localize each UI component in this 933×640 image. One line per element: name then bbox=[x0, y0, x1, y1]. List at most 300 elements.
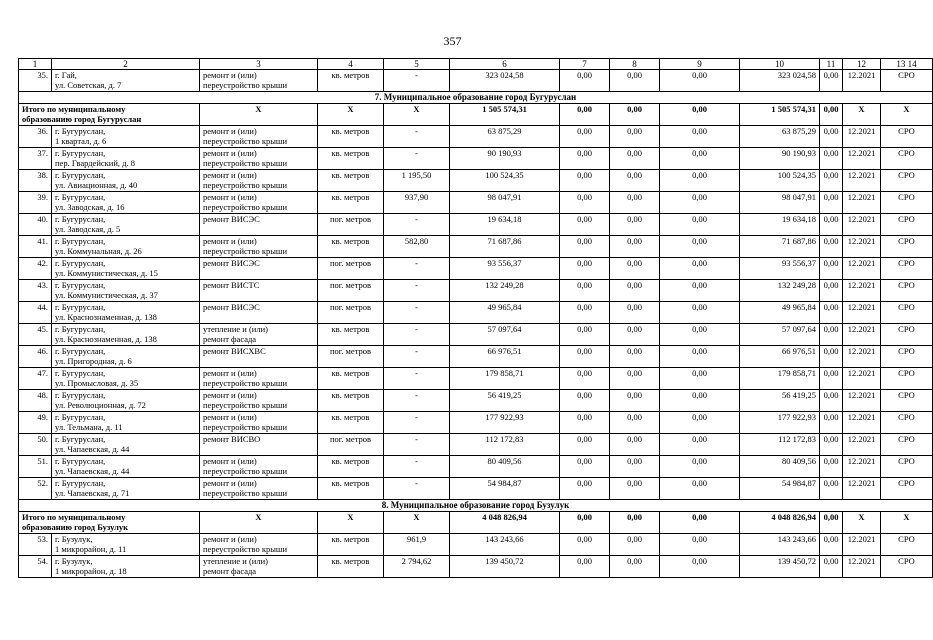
deadline-cell: 12.2021 bbox=[843, 192, 881, 214]
fund-cell: 0,00 bbox=[560, 324, 610, 346]
method-cell: СРО bbox=[881, 302, 933, 324]
unit-cell: кв. метров bbox=[318, 390, 384, 412]
own-funds-cell: 54 984,87 bbox=[740, 478, 820, 500]
fund-cell: 0,00 bbox=[660, 302, 740, 324]
address-cell: г. Бугуруслан, ул. Краснознаменная, д. 138 bbox=[52, 324, 200, 346]
deadline-cell: 12.2021 bbox=[843, 434, 881, 456]
fund-cell: 0,00 bbox=[660, 434, 740, 456]
area-cell: - bbox=[384, 126, 450, 148]
work-type-cell: ремонт и (или) переустройство крыши bbox=[200, 534, 318, 556]
address-cell: г. Бугуруслан, ул. Чапаевская, д. 44 bbox=[52, 456, 200, 478]
deadline-cell: 12.2021 bbox=[843, 70, 881, 92]
area-cell: 1 195,50 bbox=[384, 170, 450, 192]
area-cell: - bbox=[384, 148, 450, 170]
fund-cell: 0,00 bbox=[660, 126, 740, 148]
table-row bbox=[19, 534, 933, 556]
fund-cell: 0,00 bbox=[560, 390, 610, 412]
table-row bbox=[19, 302, 933, 324]
total-label: Итого по муниципальному образованию город Бугуруслан bbox=[19, 104, 200, 126]
fund-cell: 0,00 bbox=[820, 258, 843, 280]
own-funds-cell: 179 858,71 bbox=[740, 368, 820, 390]
own-funds-cell: 63 875,29 bbox=[740, 126, 820, 148]
column-header: 13 14 bbox=[881, 59, 933, 70]
area-cell: - bbox=[384, 302, 450, 324]
column-header: 10 bbox=[740, 59, 820, 70]
table-row bbox=[19, 214, 933, 236]
fund-cell: 0,00 bbox=[660, 214, 740, 236]
section-header-row bbox=[19, 92, 933, 104]
area-cell: - bbox=[384, 434, 450, 456]
total-cost-cell: 4 048 826,94 bbox=[450, 512, 560, 534]
fund-cell: 0,00 bbox=[660, 104, 740, 126]
total-cost-cell: 71 687,86 bbox=[450, 236, 560, 258]
fund-cell: 0,00 bbox=[820, 70, 843, 92]
own-funds-cell: 19 634,18 bbox=[740, 214, 820, 236]
unit-cell: пог. метров bbox=[318, 258, 384, 280]
fund-cell: 0,00 bbox=[660, 556, 740, 578]
column-header: 6 bbox=[450, 59, 560, 70]
table-row bbox=[19, 346, 933, 368]
area-cell: - bbox=[384, 368, 450, 390]
fund-cell: 0,00 bbox=[820, 534, 843, 556]
address-cell: г. Бугуруслан, ул. Краснознаменная, д. 138 bbox=[52, 302, 200, 324]
unit-cell: кв. метров bbox=[318, 534, 384, 556]
work-type-cell: ремонт ВИСЭС bbox=[200, 302, 318, 324]
area-cell: 961,9 bbox=[384, 534, 450, 556]
method-cell: СРО bbox=[881, 70, 933, 92]
own-funds-cell: 112 172,83 bbox=[740, 434, 820, 456]
area-cell: - bbox=[384, 346, 450, 368]
unit-cell: кв. метров bbox=[318, 478, 384, 500]
deadline-cell: 12.2021 bbox=[843, 478, 881, 500]
own-funds-cell: 139 450,72 bbox=[740, 556, 820, 578]
own-funds-cell: 1 505 574,31 bbox=[740, 104, 820, 126]
work-type-cell: ремонт ВИСТС bbox=[200, 280, 318, 302]
fund-cell: 0,00 bbox=[560, 346, 610, 368]
fund-cell: 0,00 bbox=[820, 368, 843, 390]
fund-cell: 0,00 bbox=[560, 170, 610, 192]
work-type-cell: ремонт и (или) переустройство крыши bbox=[200, 478, 318, 500]
fund-cell: 0,00 bbox=[660, 456, 740, 478]
own-funds-cell: 57 097,64 bbox=[740, 324, 820, 346]
deadline-cell: 12.2021 bbox=[843, 170, 881, 192]
own-funds-cell: 93 556,37 bbox=[740, 258, 820, 280]
fund-cell: 0,00 bbox=[560, 302, 610, 324]
page-number: 357 bbox=[443, 34, 462, 48]
table-row bbox=[19, 456, 933, 478]
unit-cell: кв. метров bbox=[318, 556, 384, 578]
area-cell: X bbox=[384, 512, 450, 534]
deadline-cell: X bbox=[843, 512, 881, 534]
method-cell: СРО bbox=[881, 390, 933, 412]
total-cost-cell: 1 505 574,31 bbox=[450, 104, 560, 126]
deadline-cell: 12.2021 bbox=[843, 324, 881, 346]
own-funds-cell: 90 190,93 bbox=[740, 148, 820, 170]
column-header: 2 bbox=[52, 59, 200, 70]
work-type-cell: ремонт и (или) переустройство крыши bbox=[200, 368, 318, 390]
unit-cell: кв. метров bbox=[318, 456, 384, 478]
fund-cell: 0,00 bbox=[660, 280, 740, 302]
column-number-row bbox=[19, 59, 933, 70]
total-cost-cell: 66 976,51 bbox=[450, 346, 560, 368]
column-header: 11 bbox=[820, 59, 843, 70]
deadline-cell: 12.2021 bbox=[843, 214, 881, 236]
method-cell: СРО bbox=[881, 534, 933, 556]
row-number: 49. bbox=[19, 412, 52, 434]
total-row bbox=[19, 104, 933, 126]
area-cell: 582,80 bbox=[384, 236, 450, 258]
own-funds-cell: 177 922,93 bbox=[740, 412, 820, 434]
method-cell: СРО bbox=[881, 456, 933, 478]
fund-cell: 0,00 bbox=[820, 434, 843, 456]
work-type-cell: ремонт и (или) переустройство крыши bbox=[200, 456, 318, 478]
deadline-cell: 12.2021 bbox=[843, 148, 881, 170]
fund-cell: 0,00 bbox=[820, 192, 843, 214]
fund-cell: 0,00 bbox=[820, 390, 843, 412]
area-cell: - bbox=[384, 478, 450, 500]
row-number: 38. bbox=[19, 170, 52, 192]
deadline-cell: 12.2021 bbox=[843, 456, 881, 478]
fund-cell: 0,00 bbox=[560, 534, 610, 556]
deadline-cell: 12.2021 bbox=[843, 258, 881, 280]
section-title: 7. Муниципальное образование город Бугуруслан bbox=[19, 92, 933, 104]
table-row bbox=[19, 478, 933, 500]
area-cell: - bbox=[384, 412, 450, 434]
fund-cell: 0,00 bbox=[660, 368, 740, 390]
total-cost-cell: 100 524,35 bbox=[450, 170, 560, 192]
total-cost-cell: 56 419,25 bbox=[450, 390, 560, 412]
total-cost-cell: 132 249,28 bbox=[450, 280, 560, 302]
fund-cell: 0,00 bbox=[560, 214, 610, 236]
address-cell: г. Бугуруслан, ул. Тельмана, д. 11 bbox=[52, 412, 200, 434]
total-cost-cell: 323 024,58 bbox=[450, 70, 560, 92]
method-cell: СРО bbox=[881, 280, 933, 302]
fund-cell: 0,00 bbox=[610, 126, 660, 148]
method-cell: СРО bbox=[881, 126, 933, 148]
total-cost-cell: 93 556,37 bbox=[450, 258, 560, 280]
row-number: 41. bbox=[19, 236, 52, 258]
fund-cell: 0,00 bbox=[820, 214, 843, 236]
total-cost-cell: 54 984,87 bbox=[450, 478, 560, 500]
table-row bbox=[19, 126, 933, 148]
row-number: 47. bbox=[19, 368, 52, 390]
fund-cell: 0,00 bbox=[610, 534, 660, 556]
own-funds-cell: 98 047,91 bbox=[740, 192, 820, 214]
address-cell: г. Бугуруслан, ул. Промысловая, д. 35 bbox=[52, 368, 200, 390]
unit-cell: кв. метров bbox=[318, 368, 384, 390]
fund-cell: 0,00 bbox=[560, 512, 610, 534]
area-cell: - bbox=[384, 324, 450, 346]
address-cell: г. Бузулук, 1 микрорайон, д. 11 bbox=[52, 534, 200, 556]
fund-cell: 0,00 bbox=[820, 412, 843, 434]
row-number: 48. bbox=[19, 390, 52, 412]
method-cell: СРО bbox=[881, 346, 933, 368]
fund-cell: 0,00 bbox=[820, 280, 843, 302]
total-cost-cell: 179 858,71 bbox=[450, 368, 560, 390]
total-cost-cell: 139 450,72 bbox=[450, 556, 560, 578]
row-number: 50. bbox=[19, 434, 52, 456]
row-number: 54. bbox=[19, 556, 52, 578]
own-funds-cell: 143 243,66 bbox=[740, 534, 820, 556]
own-funds-cell: 49 965,84 bbox=[740, 302, 820, 324]
deadline-cell: 12.2021 bbox=[843, 302, 881, 324]
work-type-cell: ремонт и (или) переустройство крыши bbox=[200, 236, 318, 258]
work-type-cell: ремонт ВИСЭС bbox=[200, 214, 318, 236]
fund-cell: 0,00 bbox=[560, 434, 610, 456]
fund-cell: 0,00 bbox=[610, 258, 660, 280]
area-cell: - bbox=[384, 456, 450, 478]
fund-cell: 0,00 bbox=[660, 512, 740, 534]
method-cell: СРО bbox=[881, 258, 933, 280]
fund-cell: 0,00 bbox=[610, 412, 660, 434]
capital-repair-table bbox=[18, 58, 933, 578]
column-header: 3 bbox=[200, 59, 318, 70]
unit-cell: кв. метров bbox=[318, 126, 384, 148]
column-header: 5 bbox=[384, 59, 450, 70]
table-row bbox=[19, 70, 933, 92]
fund-cell: 0,00 bbox=[560, 368, 610, 390]
total-cost-cell: 63 875,29 bbox=[450, 126, 560, 148]
fund-cell: 0,00 bbox=[560, 192, 610, 214]
fund-cell: 0,00 bbox=[560, 556, 610, 578]
address-cell: г. Бугуруслан, ул. Чапаевская, д. 71 bbox=[52, 478, 200, 500]
fund-cell: 0,00 bbox=[560, 280, 610, 302]
unit-cell: X bbox=[318, 104, 384, 126]
deadline-cell: 12.2021 bbox=[843, 368, 881, 390]
row-number: 52. bbox=[19, 478, 52, 500]
area-cell: 937,90 bbox=[384, 192, 450, 214]
column-header: 12 bbox=[843, 59, 881, 70]
fund-cell: 0,00 bbox=[660, 70, 740, 92]
row-number: 39. bbox=[19, 192, 52, 214]
unit-cell: кв. метров bbox=[318, 148, 384, 170]
fund-cell: 0,00 bbox=[660, 324, 740, 346]
unit-cell: кв. метров bbox=[318, 412, 384, 434]
method-cell: СРО bbox=[881, 412, 933, 434]
address-cell: г. Бугуруслан, ул. Коммунистическая, д. 37 bbox=[52, 280, 200, 302]
row-number: 40. bbox=[19, 214, 52, 236]
total-label: Итого по муниципальному образованию город Бузулук bbox=[19, 512, 200, 534]
deadline-cell: 12.2021 bbox=[843, 346, 881, 368]
method-cell: СРО bbox=[881, 556, 933, 578]
work-type-cell: X bbox=[200, 104, 318, 126]
fund-cell: 0,00 bbox=[660, 148, 740, 170]
own-funds-cell: 71 687,86 bbox=[740, 236, 820, 258]
deadline-cell: 12.2021 bbox=[843, 534, 881, 556]
fund-cell: 0,00 bbox=[820, 148, 843, 170]
fund-cell: 0,00 bbox=[660, 412, 740, 434]
area-cell: - bbox=[384, 214, 450, 236]
own-funds-cell: 80 409,56 bbox=[740, 456, 820, 478]
row-number: 37. bbox=[19, 148, 52, 170]
own-funds-cell: 100 524,35 bbox=[740, 170, 820, 192]
fund-cell: 0,00 bbox=[820, 104, 843, 126]
table-row bbox=[19, 236, 933, 258]
unit-cell: X bbox=[318, 512, 384, 534]
table-row bbox=[19, 258, 933, 280]
method-cell: СРО bbox=[881, 478, 933, 500]
method-cell: СРО bbox=[881, 214, 933, 236]
fund-cell: 0,00 bbox=[560, 148, 610, 170]
fund-cell: 0,00 bbox=[610, 70, 660, 92]
fund-cell: 0,00 bbox=[660, 534, 740, 556]
fund-cell: 0,00 bbox=[560, 236, 610, 258]
fund-cell: 0,00 bbox=[820, 170, 843, 192]
method-cell: СРО bbox=[881, 170, 933, 192]
total-cost-cell: 57 097,64 bbox=[450, 324, 560, 346]
total-row bbox=[19, 512, 933, 534]
method-cell: СРО bbox=[881, 236, 933, 258]
table-row bbox=[19, 170, 933, 192]
unit-cell: кв. метров bbox=[318, 70, 384, 92]
section-title: 8. Муниципальное образование город Бузулук bbox=[19, 500, 933, 512]
area-cell: - bbox=[384, 390, 450, 412]
area-cell: - bbox=[384, 258, 450, 280]
table-row bbox=[19, 556, 933, 578]
address-cell: г. Бугуруслан, ул. Пригородная, д. 6 bbox=[52, 346, 200, 368]
fund-cell: 0,00 bbox=[610, 236, 660, 258]
fund-cell: 0,00 bbox=[610, 434, 660, 456]
own-funds-cell: 4 048 826,94 bbox=[740, 512, 820, 534]
fund-cell: 0,00 bbox=[560, 478, 610, 500]
fund-cell: 0,00 bbox=[610, 456, 660, 478]
fund-cell: 0,00 bbox=[610, 148, 660, 170]
table-row bbox=[19, 368, 933, 390]
deadline-cell: 12.2021 bbox=[843, 280, 881, 302]
total-cost-cell: 112 172,83 bbox=[450, 434, 560, 456]
method-cell: СРО bbox=[881, 148, 933, 170]
total-cost-cell: 98 047,91 bbox=[450, 192, 560, 214]
unit-cell: кв. метров bbox=[318, 192, 384, 214]
work-type-cell: ремонт и (или) переустройство крыши bbox=[200, 390, 318, 412]
unit-cell: кв. метров bbox=[318, 236, 384, 258]
work-type-cell: ремонт ВИСЭС bbox=[200, 258, 318, 280]
fund-cell: 0,00 bbox=[820, 456, 843, 478]
column-header: 9 bbox=[660, 59, 740, 70]
fund-cell: 0,00 bbox=[820, 556, 843, 578]
fund-cell: 0,00 bbox=[820, 236, 843, 258]
fund-cell: 0,00 bbox=[560, 70, 610, 92]
fund-cell: 0,00 bbox=[820, 512, 843, 534]
fund-cell: 0,00 bbox=[610, 512, 660, 534]
deadline-cell: X bbox=[843, 104, 881, 126]
unit-cell: кв. метров bbox=[318, 170, 384, 192]
deadline-cell: 12.2021 bbox=[843, 390, 881, 412]
row-number: 46. bbox=[19, 346, 52, 368]
fund-cell: 0,00 bbox=[560, 104, 610, 126]
fund-cell: 0,00 bbox=[610, 192, 660, 214]
method-cell: СРО bbox=[881, 324, 933, 346]
total-cost-cell: 90 190,93 bbox=[450, 148, 560, 170]
deadline-cell: 12.2021 bbox=[843, 236, 881, 258]
fund-cell: 0,00 bbox=[820, 478, 843, 500]
unit-cell: пог. метров bbox=[318, 280, 384, 302]
total-cost-cell: 143 243,66 bbox=[450, 534, 560, 556]
unit-cell: кв. метров bbox=[318, 324, 384, 346]
fund-cell: 0,00 bbox=[610, 478, 660, 500]
fund-cell: 0,00 bbox=[610, 170, 660, 192]
fund-cell: 0,00 bbox=[560, 258, 610, 280]
fund-cell: 0,00 bbox=[820, 324, 843, 346]
deadline-cell: 12.2021 bbox=[843, 126, 881, 148]
fund-cell: 0,00 bbox=[610, 214, 660, 236]
work-type-cell: ремонт ВИСВО bbox=[200, 434, 318, 456]
work-type-cell: ремонт и (или) переустройство крыши bbox=[200, 170, 318, 192]
address-cell: г. Бугуруслан, ул. Заводская, д. 5 bbox=[52, 214, 200, 236]
table-row bbox=[19, 192, 933, 214]
work-type-cell: ремонт и (или) переустройство крыши bbox=[200, 70, 318, 92]
fund-cell: 0,00 bbox=[560, 412, 610, 434]
table-row bbox=[19, 324, 933, 346]
fund-cell: 0,00 bbox=[660, 390, 740, 412]
row-number: 36. bbox=[19, 126, 52, 148]
row-number: 45. bbox=[19, 324, 52, 346]
area-cell: - bbox=[384, 70, 450, 92]
work-type-cell: ремонт и (или) переустройство крыши bbox=[200, 192, 318, 214]
method-cell: СРО bbox=[881, 368, 933, 390]
address-cell: г. Бугуруслан, ул. Коммунистическая, д. 15 bbox=[52, 258, 200, 280]
total-cost-cell: 49 965,84 bbox=[450, 302, 560, 324]
work-type-cell: ремонт ВИСХВС bbox=[200, 346, 318, 368]
total-cost-cell: 177 922,93 bbox=[450, 412, 560, 434]
address-cell: г. Бугуруслан, ул. Заводская, д. 16 bbox=[52, 192, 200, 214]
fund-cell: 0,00 bbox=[820, 346, 843, 368]
work-type-cell: ремонт и (или) переустройство крыши bbox=[200, 126, 318, 148]
column-header: 7 bbox=[560, 59, 610, 70]
fund-cell: 0,00 bbox=[660, 192, 740, 214]
method-cell: СРО bbox=[881, 192, 933, 214]
fund-cell: 0,00 bbox=[660, 236, 740, 258]
work-type-cell: ремонт и (или) переустройство крыши bbox=[200, 412, 318, 434]
fund-cell: 0,00 bbox=[820, 302, 843, 324]
fund-cell: 0,00 bbox=[560, 126, 610, 148]
deadline-cell: 12.2021 bbox=[843, 556, 881, 578]
row-number: 43. bbox=[19, 280, 52, 302]
deadline-cell: 12.2021 bbox=[843, 412, 881, 434]
address-cell: г. Гай, ул. Советская, д. 7 bbox=[52, 70, 200, 92]
method-cell: СРО bbox=[881, 434, 933, 456]
fund-cell: 0,00 bbox=[610, 324, 660, 346]
fund-cell: 0,00 bbox=[820, 126, 843, 148]
column-header: 4 bbox=[318, 59, 384, 70]
row-number: 51. bbox=[19, 456, 52, 478]
section-header-row bbox=[19, 500, 933, 512]
address-cell: г. Бугуруслан, ул. Революционная, д. 72 bbox=[52, 390, 200, 412]
unit-cell: пог. метров bbox=[318, 434, 384, 456]
fund-cell: 0,00 bbox=[660, 258, 740, 280]
area-cell: 2 794,62 bbox=[384, 556, 450, 578]
area-cell: - bbox=[384, 280, 450, 302]
table-row bbox=[19, 148, 933, 170]
fund-cell: 0,00 bbox=[610, 346, 660, 368]
address-cell: г. Бугуруслан, пер. Гвардейский, д. 8 bbox=[52, 148, 200, 170]
total-cost-cell: 80 409,56 bbox=[450, 456, 560, 478]
work-type-cell: утепление и (или) ремонт фасада bbox=[200, 556, 318, 578]
method-cell: X bbox=[881, 104, 933, 126]
address-cell: г. Бугуруслан, ул. Чапаевская, д. 44 bbox=[52, 434, 200, 456]
fund-cell: 0,00 bbox=[610, 302, 660, 324]
address-cell: г. Бузулук, 1 микрорайон, д. 18 bbox=[52, 556, 200, 578]
unit-cell: пог. метров bbox=[318, 302, 384, 324]
address-cell: г. Бугуруслан, ул. Коммунальная, д. 26 bbox=[52, 236, 200, 258]
row-number: 42. bbox=[19, 258, 52, 280]
work-type-cell: X bbox=[200, 512, 318, 534]
fund-cell: 0,00 bbox=[660, 478, 740, 500]
fund-cell: 0,00 bbox=[610, 368, 660, 390]
unit-cell: пог. метров bbox=[318, 214, 384, 236]
unit-cell: пог. метров bbox=[318, 346, 384, 368]
fund-cell: 0,00 bbox=[610, 556, 660, 578]
